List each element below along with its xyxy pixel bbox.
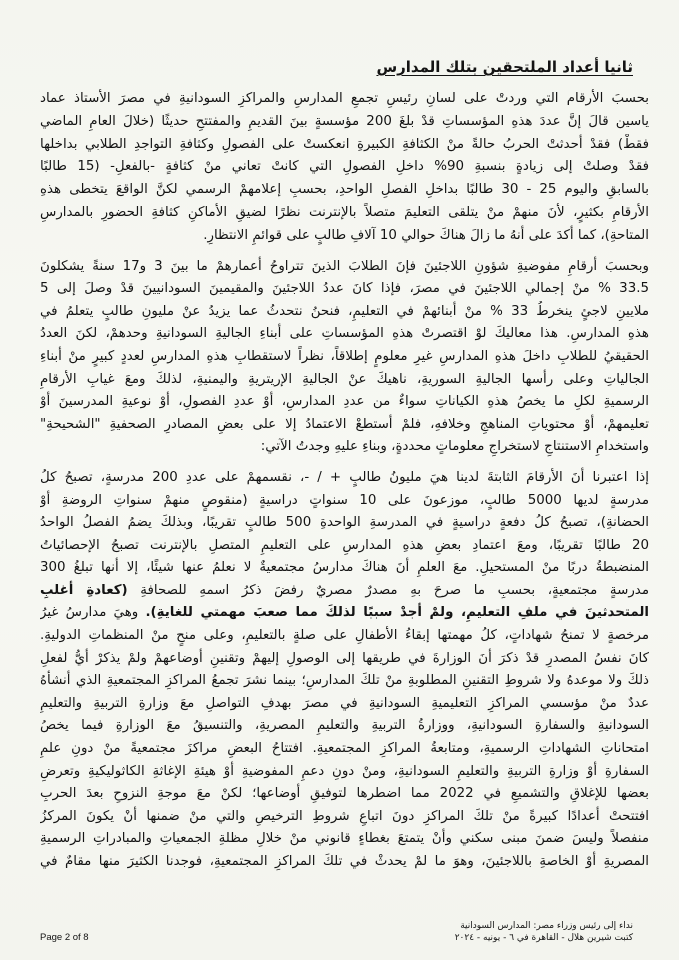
text-line: السودانيةِ والسفارةِ السودانيةِ، ووزارةُ التربيةِ والتعليمِ المصريةِ، والتنسيقُ معَ الوزارةِ فيما يخصُ xyxy=(40,718,649,734)
text-line: هذهِ المدارسِ. هذا معاليكَ لوْ اقتصرتْ هذهِ المؤسساتِ على أبناءِ الجاليةِ السودانيةِ وحدهمْ، لكنَ العددُ xyxy=(40,326,649,342)
text-line: بحسبَ الأرقام التي وردتْ على لسانِ رئيسِ تجمعِ المدارسِ والمراكزِ السودانيةِ في مصرَ الأستاذ عماد xyxy=(40,91,649,106)
text-line: بالسابقِ واليوم 25 - 30 طالبًا بداخلِ الفصلِ الواحدِ، بحسبِ إعلامهمْ الرسمي لكنَّ الواقعَ يتخطى هذهِ xyxy=(40,182,649,198)
text-line: 20 طالبًا تقريبًا، ومعَ اعتمادِ بعضِ هذهِ المدارسِ على التعليمِ المتصلِ بالإنترنت تصبحُ الإحصائياتُ xyxy=(40,537,649,553)
text-line: فقدْ وصلتْ إلى زيادةٍ بنسبةِ 90% داخلِ الفصولِ التي كانتْ تعاني منْ كثافةٍ -بالفعلِ- (15 طالبًا xyxy=(40,159,649,175)
page-number: Page 2 of 8 xyxy=(40,932,89,943)
text-line: الأرقامِ بكثيرٍ، لأنَ منهمْ منْ يتلقى التعليمَ متصلاً بالإنترنت نظرًا لضيقِ الأماكنِ كثافةِ الحضورِ بالمدارسِ xyxy=(40,204,649,220)
text-line: ذلكَ ولا موعدهُ ولا شروطِ التقنينِ المطلوبةِ منْ تلكَ المدارسِ؛ بينما نشرَ تجمعُ المراكزِ المجتمعيةِ الذي أنشأهُ xyxy=(40,673,649,689)
text-line: مرخصةٍ لا تمنحُ شهاداتٍ، كلُ مهمتها إبقاءُ الأطفالِ على صلةٍ بالتعليمِ، وعلى منحٍ منْ المنظماتِ الدوليةِ. xyxy=(40,628,649,644)
paragraph-1 xyxy=(40,88,649,248)
text-line: المتاحةِ)، كما أكدَ على أنهُ ما زالَ هناكَ حوالي 10 آلافِ طالبٍ على قوائمِ الانتظارِ. xyxy=(203,227,649,243)
footer-caption xyxy=(455,920,633,944)
text-line-with-bold xyxy=(40,602,649,625)
text-line: امتحاناتِ الشهاداتِ الرسميةِ، ومتابعةُ المراكزِ المجتمعيةِ. افتتاحُ البعضِ مراكزَ مجتمعيةً منْ دونِ علمِ xyxy=(40,741,649,757)
text-segment: مدرسةٍ مجتمعيةٍ، بحسبِ ما صرحَ بهِ مصدرٌ مصريٌ رفضَ ذكرُ اسمهِ للصحافةِ xyxy=(140,582,649,598)
text-line: الحضانةِ)، تصبحُ كلُ دفعةٍ دراسيةٍ في المدرسةِ الواحدةِ 500 طالبٍ تقريبًا، وبذلكَ يضمُ الفصلُ الواحدُ xyxy=(40,515,649,531)
text-line: الحقيقيُ للطلابِ داخلَ هذهِ المدارسِ غيرِ معلومٍ إطلاقاً، نظراً لاستقطابِ هذهِ المدارسِ لعددٍ كبيرٍ منْ أبناءِ xyxy=(40,348,649,364)
text-line: واستخدامِ الاستنتاجِ لاستخراجِ معلوماتٍ محددةٍ، وبناءِ عليهِ وجدتُ الآتي: xyxy=(260,439,649,455)
text-line-with-bold xyxy=(40,580,649,603)
text-line: بعضها للإغلاقِ والتشميعِ في 2022 مما اضطرها لتوفيقِ أوضاعها؛ لكنْ معَ موجةِ النزوحِ بعدَ الحربِ xyxy=(40,786,649,802)
text-line: تعليمهمْ، أوْ محتوياتِ المناهجِ وخلافهِ، فلمْ أستطعْ الاعتمادُ إلا على بعضِ المصادرِ الصحفيةِ "الشحيحةِ" xyxy=(40,416,649,432)
text-line: مدرسةٍ لديها 5000 طالبٍ، موزعونَ على 10 سنواتٍ دراسيةٍ (منقوصٍ منهمْ سنواتِ الروضةِ أوْ xyxy=(40,492,649,508)
paragraph-2 xyxy=(40,256,649,459)
text-line: المصريةِ أوْ الخاصةِ باللاجئينَ، وهوَ ما لمْ يحدثْ في تلكَ المراكزِ المجتمعيةِ، فوجدنا الكثيرَ منها مقامٌ في xyxy=(40,854,649,870)
text-line: المنضبطةُ دربًا منْ المستحيلِ. معَ العلمِ أنَ هناكَ مدارسُ مجتمعيةٌ لا نعلمُ عنها شيئًا، إلا أنها تبلغُ 300 xyxy=(40,560,649,576)
text-line: وبحسبَ أرقامِ مفوضيةِ شؤونِ اللاجئينَ فإنَ الطلابَ الذينَ تتراوحُ أعمارهمْ ما بينَ 3 و17 سنةً يشكلونَ xyxy=(40,258,649,274)
text-line: السفارةِ أوْ وزارةِ التربيةِ والتعليمِ السودانيةِ، ومنْ دونِ دعمِ المفوضيةِ أوْ هيئةِ الإغاثةِ الكاثوليكيةِ وتعرضِ xyxy=(40,763,649,779)
footer-byline: كتبت شيرين هلال - القاهرة في ٦ - يونيه - ٢٠٢٤ xyxy=(454,933,633,943)
text-line: 33.5 % منْ إجمالي اللاجئينَ في مصرَ، فإذا كانَ عددُ اللاجئينَ والمقيمينَ السودانيينَ قدْ وصلَ إلى 5 xyxy=(40,281,649,297)
text-line: عددٌ منْ مؤسسي المراكزِ التعليميةِ السودانيةِ في مصرَ بهدفِ التواصلِ معَ وزارةِ التربيةِ والتعليمِ xyxy=(40,695,649,711)
text-line: إذا اعتبرنا أنَ الأرقامَ الثابتةَ لدينا هيَ مليونُ طالبٍ + / -، نقسمهمْ على عددِ 200 مدرسةٍ، تصبحُ كلُ xyxy=(40,469,649,485)
text-line: ملايينِ لاجئٍ ينخرطُ 33 % منْ أبنائهمْ في التعليمِ، فنحنُ نتحدثُ عما يزيدُ عنْ مليونِ طالبٍ يتعلمُ في xyxy=(40,303,649,319)
footer-title: نداء إلى رئيس وزراء مصر: المدارس السودانية xyxy=(460,921,633,931)
text-line: الرسميةِ لكلِ ما يخصُ هذهِ الكياناتِ سواءٌ من عددِ المدارسِ، أوْ عددِ الفصولِ، أوْ نوعيةِ المدرسينَ أوْ xyxy=(40,394,649,410)
text-line: منفصلاً وليسَ ضمنَ مبنى سكني وأنْ يتمتعَ بغطاءٍ قانوني منْ خلالِ مظلةِ الجمعياتِ والمبادراتِ الرسميةِ xyxy=(40,831,649,847)
text-line: كانَ نفسُ المصدرِ قدْ ذكرَ أنَ الوزارةَ في طريقها إلى الوصولِ إليهمْ وتقنينِ أوضاعهمْ ولمْ يذكرْ أيُّ لفعلِ xyxy=(40,650,649,666)
text-line: افتتحتْ أعدادًا كبيرةً منْ تلكَ المراكزِ دونَ اتباعِ شروطِ الترخيصِ والتي منْ ضمنها أنْ يكونَ المركزُ xyxy=(40,808,649,824)
text-line: ياسين قالَ إنَّ عددَ هذهِ المؤسساتِ قدْ بلغَ 200 مؤسسةٍ بينَ القديمِ والمفتتحِ حديثًا (خلالَ العامِ الماضي xyxy=(40,113,649,129)
bold-aside-start: (كعادةِ أغلبِ xyxy=(40,582,128,598)
paragraph-3 xyxy=(40,467,649,874)
text-line: فقطْ) فقدْ أحدثتْ الحربُ حالةً منْ الكثافةِ الكبيرةِ انعكستْ على الفصولِ وكثافةِ التواجدِ الطلابي بداخلها xyxy=(40,136,649,152)
section-heading: ثانيا أعداد الملتحقين بتلك المدارس xyxy=(376,58,633,76)
bold-aside-end: المتحدثينَ في ملفِ التعليمِ، ولمْ أجدْ سببًا لذلكَ مما صعبَ مهمتي للغايةِ). xyxy=(145,605,649,621)
text-line: الجالياتِ وعلى رأسها الجاليةِ السوريةِ، ناهيكَ عنْ الجاليةِ الإريتريةِ واليمنيةِ، لذلكَ ومعَ غيابِ الأرقامِ xyxy=(40,371,649,387)
text-segment-tail: وهيَ مدارسُ غيرُ xyxy=(40,605,139,621)
article-body xyxy=(40,88,649,874)
